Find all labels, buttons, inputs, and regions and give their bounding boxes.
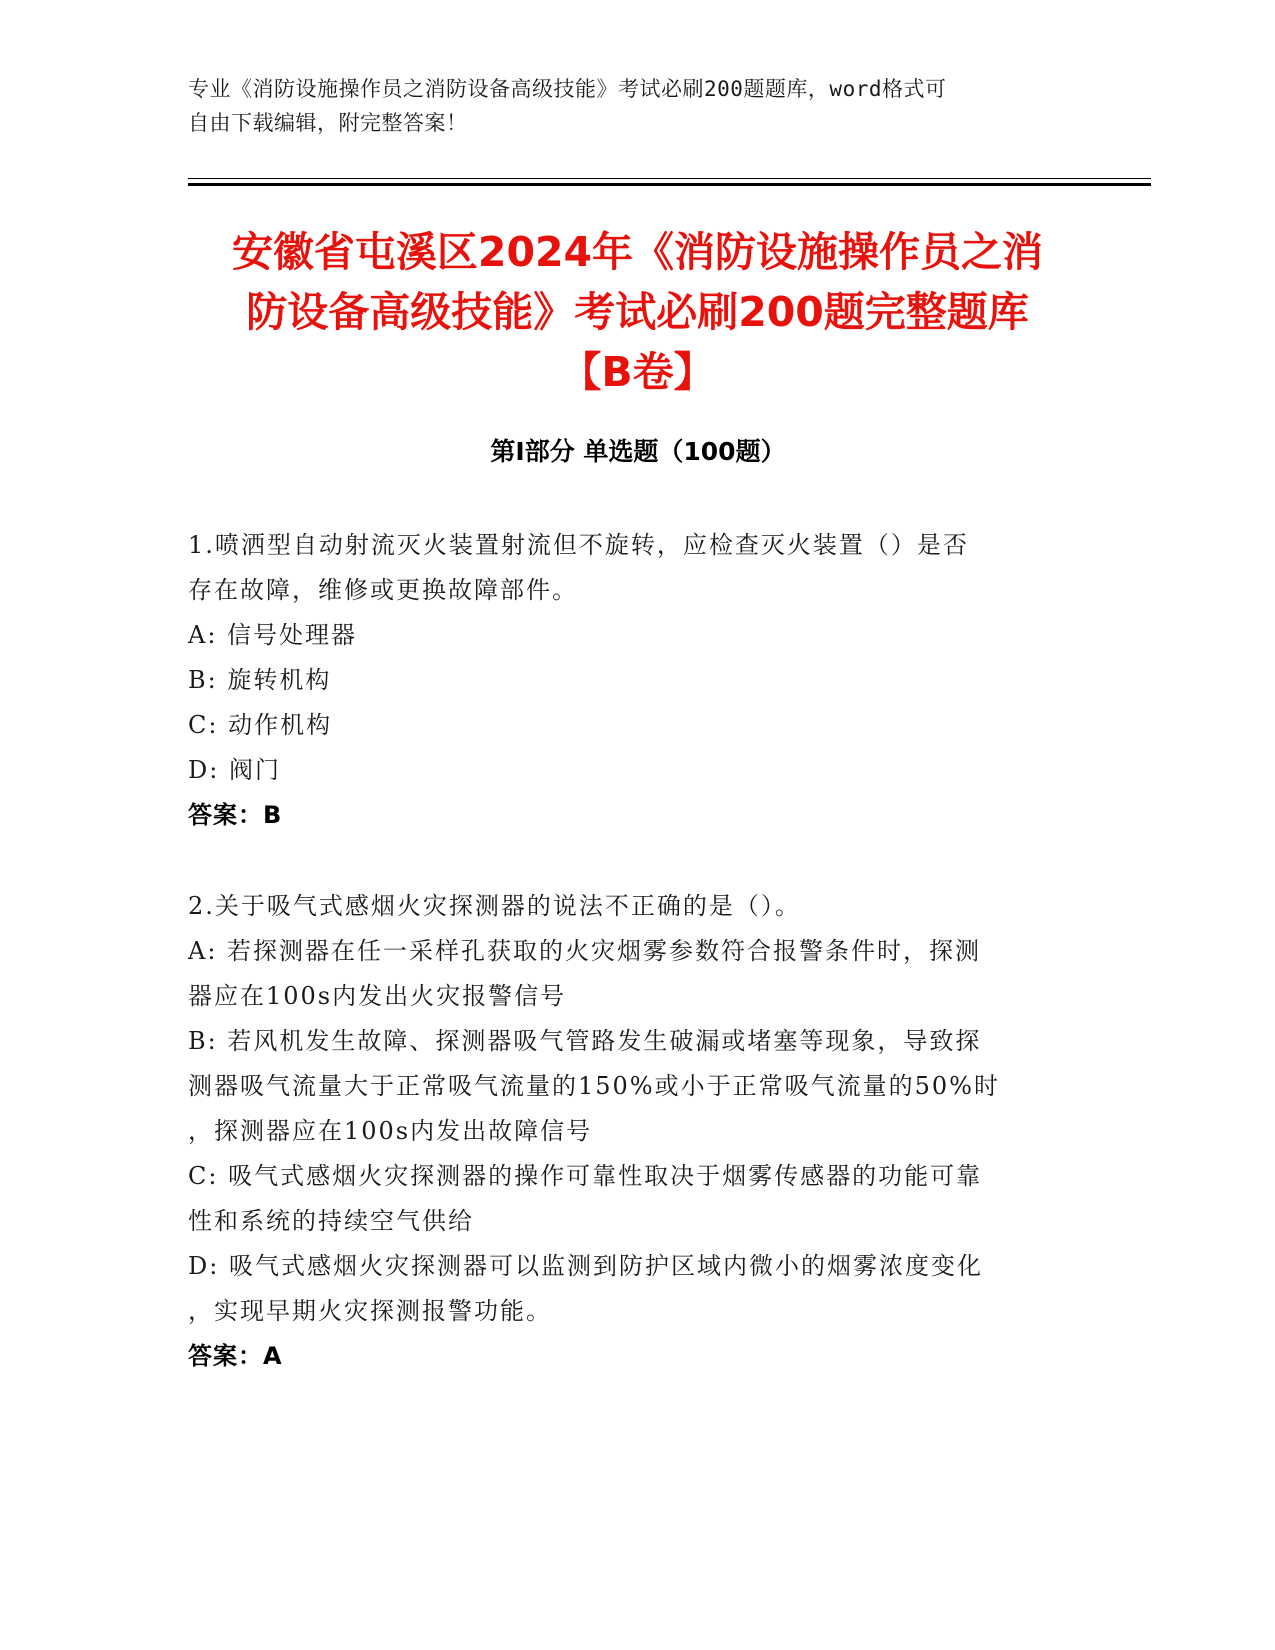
option-d-line: D: 吸气式感烟火灾探测器可以监测到防护区域内微小的烟雾浓度变化 xyxy=(188,1252,983,1280)
title-line: 【B卷】 xyxy=(560,348,715,396)
option-b-line: 测器吸气流量大于正常吸气流量的150%或小于正常吸气流量的50%时 xyxy=(188,1072,1000,1100)
option-b-line: ，探测器应在100s内发出故障信号 xyxy=(188,1117,593,1145)
title-line: 防设备高级技能》考试必刷200题完整题库 xyxy=(246,288,1029,336)
header-note-line: 自由下载编辑，附完整答案！ xyxy=(188,111,468,135)
section-heading: 第Ⅰ部分 单选题（100题） xyxy=(490,437,786,466)
option-a-line: A: 若探测器在任一采样孔获取的火灾烟雾参数符合报警条件时，探测 xyxy=(188,937,982,965)
header-note xyxy=(188,72,1068,140)
header-divider-thin xyxy=(188,178,1151,179)
question-2 xyxy=(188,884,1068,1379)
option-a-line: 器应在100s内发出火灾报警信号 xyxy=(188,982,567,1010)
option-c: C: 动作机构 xyxy=(188,711,333,739)
answer-label: 答案：B xyxy=(188,801,283,829)
header-divider-thick xyxy=(188,183,1151,186)
question-stem: 存在故障，维修或更换故障部件。 xyxy=(188,576,578,604)
title-line: 安徽省屯溪区2024年《消防设施操作员之消 xyxy=(231,228,1044,276)
option-c-line: C: 吸气式感烟火灾探测器的操作可靠性取决于烟雾传感器的功能可靠 xyxy=(188,1162,983,1190)
option-b: B: 旋转机构 xyxy=(188,666,332,694)
option-b-line: B: 若风机发生故障、探测器吸气管路发生破漏或堵塞等现象，导致探 xyxy=(188,1027,982,1055)
question-1 xyxy=(188,523,1068,838)
option-d: D: 阀门 xyxy=(188,756,281,784)
option-a: A: 信号处理器 xyxy=(188,621,358,649)
option-d-line: ，实现早期火灾探测报警功能。 xyxy=(188,1297,552,1325)
question-stem: 1.喷洒型自动射流灭火装置射流但不旋转，应检查灭火装置（）是否 xyxy=(188,531,969,559)
document-title xyxy=(150,222,1125,402)
option-c-line: 性和系统的持续空气供给 xyxy=(188,1207,474,1235)
question-stem: 2.关于吸气式感烟火灾探测器的说法不正确的是（）。 xyxy=(188,892,801,920)
header-note-line: 专业《消防设施操作员之消防设备高级技能》考试必刷200题题库，word格式可 xyxy=(188,77,947,101)
answer-label: 答案：A xyxy=(188,1342,283,1370)
